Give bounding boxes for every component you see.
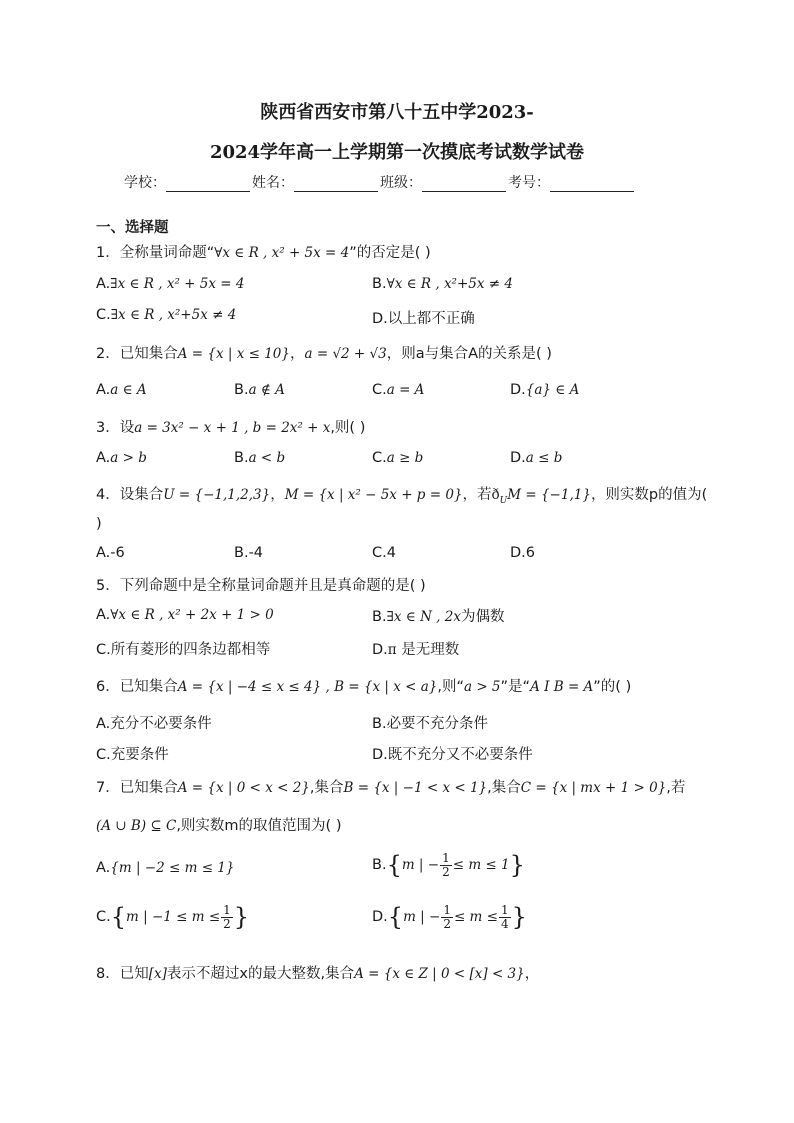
question-7-stem-line2: (A ∪ B) ⊆ C,则实数m的取值范围为( )	[96, 818, 342, 834]
question-2-option-b[interactable]: B.a ∉ A	[234, 382, 285, 398]
question-6-option-d[interactable]: D.既不充分又不必要条件	[372, 747, 533, 763]
exam-title-line2: 2024学年高一上学期第一次摸底考试数学试卷	[209, 142, 585, 163]
question-6-stem: 6．已知集合A = {x | −4 ≤ x ≤ 4} , B = {x | x < a},则“a > 5”是“A I B = A”的( )	[96, 679, 632, 695]
question-5-stem: 5．下列命题中是全称量词命题并且是真命题的是( )	[96, 578, 426, 594]
question-3-option-b[interactable]: B.a < b	[234, 450, 286, 466]
question-1-option-a[interactable]: A.∃x ∈ R , x² + 5x = 4	[96, 276, 245, 292]
question-7-option-a[interactable]: A.{m | −2 ≤ m ≤ 1}	[96, 860, 235, 876]
question-1-stem: 1．全称量词命题“∀x ∈ R , x² + 5x = 4”的否定是( )	[96, 245, 431, 261]
question-3-option-c[interactable]: C.a ≥ b	[372, 450, 424, 466]
question-3-option-a[interactable]: A.a > b	[96, 450, 147, 466]
question-1-option-b[interactable]: B.∀x ∈ R , x²+5x ≠ 4	[372, 276, 513, 292]
question-4-stem: 4．设集合U = {−1,1,2,3}，M = {x | x² − 5x + p = 0}，若$ð_UM = \{-1,1\}$，则实数p的值为(	[96, 487, 708, 506]
question-7-stem: 7．已知集合A = {x | 0 < x < 2},集合B = {x | −1 < x < 1},集合C = {x | mx + 1 > 0},若	[96, 780, 686, 796]
question-8-stem: 8．已知[x]表示不超过x的最大整数,集合A = {x ∈ Z | 0 < [x] < 3}，	[96, 966, 540, 982]
question-5-option-c[interactable]: C.所有菱形的四条边都相等	[96, 642, 271, 658]
class-label: 班级：	[380, 175, 422, 191]
question-3-stem: 3．设a = 3x² − x + 1 , b = 2x² + x,则( )	[96, 420, 366, 436]
student-info-row	[124, 172, 684, 192]
question-2-option-c[interactable]: C.a = A	[372, 382, 425, 398]
name-blank[interactable]	[294, 177, 378, 192]
exam-number-blank[interactable]	[550, 177, 634, 192]
exam-number-label: 考号：	[508, 175, 550, 191]
exam-title-line1: 陕西省西安市第八十五中学2023-	[260, 102, 534, 123]
class-blank[interactable]	[422, 177, 506, 192]
question-1-option-c[interactable]: C.∃x ∈ R , x²+5x ≠ 4	[96, 307, 237, 323]
school-label: 学校：	[124, 175, 166, 191]
question-6-option-b[interactable]: B.必要不充分条件	[372, 716, 489, 732]
question-6-option-a[interactable]: A.充分不必要条件	[96, 716, 212, 732]
question-2-option-d[interactable]: D.{a} ∈ A	[510, 382, 580, 398]
section-title: 一、选择题	[96, 220, 169, 236]
question-3-option-d[interactable]: D.a ≤ b	[510, 450, 563, 466]
question-5-option-b[interactable]: B.∃x ∈ N , 2x为偶数	[372, 609, 505, 625]
question-5-option-d[interactable]: D.π 是无理数	[372, 642, 460, 658]
question-4-option-b[interactable]: B.-4	[234, 545, 264, 561]
school-blank[interactable]	[166, 177, 250, 192]
question-1-option-d[interactable]: D.以上都不正确	[372, 311, 475, 327]
question-4-option-c[interactable]: C.4	[372, 545, 396, 561]
question-2-stem: 2．已知集合A = {x | x ≤ 10}，a = √2 + √3，则a与集合A的关系是( )	[96, 346, 552, 362]
question-7-option-b[interactable]: B.{m | − $\frac{1}{2}$ ≤ m ≤ 1}	[372, 850, 525, 879]
question-4-option-a[interactable]: A.-6	[96, 545, 125, 561]
question-7-option-d[interactable]: D.{m | − $\frac{1}{2}$ ≤ m ≤ $\frac{1}{4}$ }	[372, 902, 527, 931]
name-label: 姓名：	[252, 175, 294, 191]
question-6-option-c[interactable]: C.充要条件	[96, 747, 169, 763]
question-5-option-a[interactable]: A.∀x ∈ R , x² + 2x + 1 > 0	[96, 607, 274, 623]
question-4-stem-line2: )	[96, 516, 102, 532]
question-7-option-c[interactable]: C.{m | −1 ≤ m ≤ $\frac{1}{2}$ }	[96, 902, 250, 931]
question-4-option-d[interactable]: D.6	[510, 545, 536, 561]
question-2-option-a[interactable]: A.a ∈ A	[96, 382, 147, 398]
